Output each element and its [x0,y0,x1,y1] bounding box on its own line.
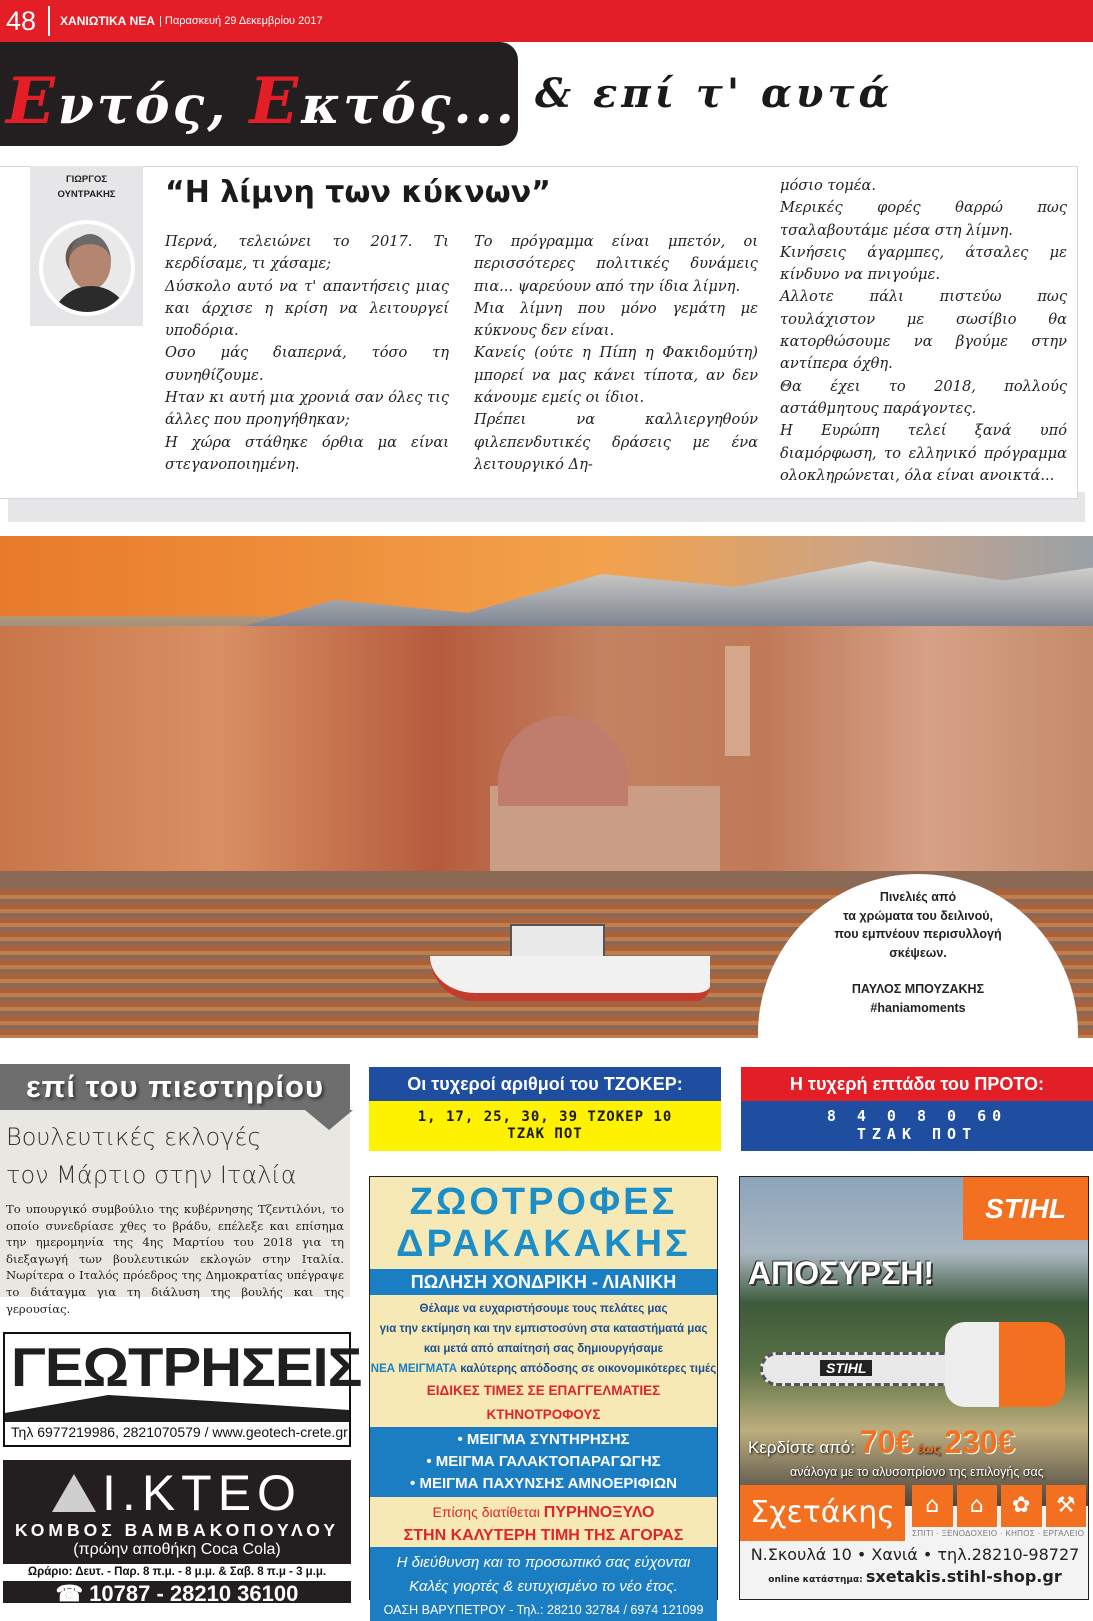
press-headline: Βουλευτικές εκλογές τον Μάρτιο στην Ιταλία [6,1123,297,1189]
zoo-mixes: • ΜΕΙΓΜΑ ΣΥΝΤΗΡΗΣΗΣ • ΜΕΙΓΜΑ ΓΑΛΑΚΤΟΠΑΡΑΓΩΓΗΣ • ΜΕΙΓΜΑ ΠΑΧΥΝΣΗΣ ΑΜΝΟΕΡΙΦΙΩΝ [370,1427,717,1497]
page-header-bar [0,0,1093,42]
section-title-block [0,42,518,146]
issue-date: | Παρασκευή 29 Δεκεμβρίου 2017 [159,15,323,27]
stihl-note: ανάλογα με το αλυσοπρίονο της επιλογής σας [790,1465,1044,1479]
press-header: επί του πιεστηρίου [25,1069,325,1104]
hotel-icon: ⌂ [957,1485,998,1527]
article-column-2: Το πρόγραμμα είναι μπετόν, οι περισσότερες πολιτικές δυνάμεις πια... ψαρεύουν από την ίδια λίμνη. Μια λίμνη που μόνο γεμάτη με κύκνους δεν είναι. Κανείς (ούτε η Πίπη η Φακιδομύτη) μπορεί να μας κάνει τίποτα, αν δεν κάνουμε εμείς οι ίδιοι. Πρέπει να καλλιεργηθούν φιλεπενδυτικές δράσεις με ένα λειτουργικό Δη- [474,233,758,473]
stihl-offer: Κερδίστε από: 70€ έως 230€ [748,1424,1016,1460]
kteo-location: ΚΟΜΒΟΣ ΒΑΜΒΑΚΟΠΟΥΛΟΥ [14,1520,340,1540]
photo-caption: Πινελιές από τα χρώματα του δειλινού, που εμπνέουν περισυλλογή σκέψεων. ΠΑΥΛΟΣ ΜΠΟΥΖΑΚΗΣ #haniamoments [792,888,1044,1018]
ad-zootrofes[interactable] [369,1176,718,1617]
page-number: 48 [0,6,50,36]
zoo-thanks: Θέλαμε να ευχαριστήσουμε τους πελάτες μας για την εκτίμηση και την εμπιστοσύνη στα καταστήματά μας και μετά από απαίτησή σας δημιουργήσαμε ΝΕΑ ΜΕΙΓΜΑΤΑ καλύτερης απόδοσης σε οικονομικότερες τιμές [370,1303,717,1375]
joker-title: Οι τυχεροί αριθμοί του ΤΖΟΚΕΡ: [369,1067,721,1101]
section-title: Εντός, Εκτός... [6,64,517,139]
ad-stihl[interactable] [739,1176,1089,1600]
ad-kteo[interactable] [3,1460,351,1606]
store-categories: ΣΠΙΤΙ · ΞΕΝΟΔΟΧΕΙΟ · ΚΗΠΟΣ · ΕΡΓΑΛΕΙΟ [912,1529,1085,1538]
photographer: ΠΑΥΛΟΣ ΜΠΟΥΖΑΚΗΣ [851,982,985,997]
zoo-wishes: Η διεύθυνση και το προσωπικό σας εύχονται Καλές γιορτές & ευτυχισμένο το νέο έτος. [370,1547,717,1599]
stihl-logo: STIHL [963,1177,1088,1240]
chainsaw-body-icon [945,1322,1065,1407]
proto-title: Η τυχερή επτάδα του ΠΡΟΤΟ: [741,1067,1093,1101]
kteo-logo: I.ΚΤΕΟ [3,1466,351,1520]
article-column-3: μόσιο τομέα. Μερικές φορές θαρρώ πως τσαλαβουτάμε μέσα στη λίμνη. Κινήσεις άγαρμπες, άτσαλες με κίνδυνο να πνιγούμε. Αλλοτε πάλι πιστεύω πως τουλάχιστον με σωσίβιο θα κατορθώσουμε να βγούμε στην αντίπερα όχθη. Θα έχει το 2018, πολλούς αστάθμητους παράγοντες. Η Ευρώπη τελεί ξανά υπό διαμόρφωση, το ελληνικό πρόγραμμα ολοκληρώνεται, όλα είναι ανοικτά... [780,177,1067,484]
joker-results: 1, 17, 25, 30, 39 ΤΖΟΚΕΡ 10 ΤΖΑΚ ΠΟΤ [369,1101,721,1151]
article-column-1: Περνά, τελειώνει το 2017. Τι κερδίσαμε, τι χάσαμε; Δύσκολο αυτό να τ' απαντήσεις μιας και άρχισε η κρίση να λειτουργεί υποδόρια. Οσο μάς διαπερνά, τόσο τη συνηθίζουμε. Ηταν κι αυτή μια χρονιά σαν όλες τις άλλες που προηγήθηκαν; Η χώρα στάθηκε όρθια μα είναι στεγανοποιημένη. [165,233,449,473]
car-warning-icon [52,1474,96,1512]
zoo-special: ΕΙΔΙΚΕΣ ΤΙΜΕΣ ΣΕ ΕΠΑΓΓΕΛΜΑΤΙΕΣ ΚΤΗΝΟΤΡΟΦΟΥΣ [426,1383,661,1422]
store-online[interactable]: online κατάστημα: sxetakis.stihl-shop.gr [768,1567,1062,1586]
author-avatar [39,220,135,316]
kteo-phone: ☎ 10787 - 28210 36100 [55,1581,299,1606]
newspaper-name: ΧΑΝΙΩΤΙΚΑ ΝΕΑ [60,14,156,28]
hashtag: #haniamoments [870,1000,966,1015]
avatar-suit [51,286,131,316]
store-address: Ν.Σκουλά 10 • Χανιά • τηλ.28210-98727 [750,1545,1080,1564]
photo-bell-tower [725,646,750,756]
section-title-tail: & επί τ' αυτά [535,70,894,117]
author-name: ΓΙΩΡΓΟΣ ΟΥΝΤΡΑΚΗΣ [57,174,116,200]
zoo-address: ΟΑΣΗ ΒΑΡΥΠΕΤΡΟΥ - Τηλ.: 28210 32784 / 6974 121099 [370,1599,717,1621]
zoo-brand: ΖΩΟΤΡΟΦΕΣ ΔΡΑΚΑΚΑΚΗΣ [396,1181,691,1265]
zoo-band: ΠΩΛΗΣΗ ΧΟΝΔΡΙΚΗ - ΛΙΑΝΙΚΗ [370,1269,717,1295]
store-url-link[interactable]: sxetakis.stihl-shop.gr [865,1567,1062,1586]
ad-geotriseis[interactable] [3,1332,362,1447]
kteo-hours: Ωράριο: Δευτ. - Παρ. 8 π.μ. - 8 μ.μ. & Σαβ. 8 π.μ - 3 μ.μ. [3,1564,351,1581]
store-logo: Σχετάκης [740,1485,905,1541]
garden-icon: ✿ [1001,1485,1042,1527]
article-title: “Η λίμνη των κύκνων” [165,175,551,210]
geotriseis-contact: Τηλ 6977219986, 2821070579 / www.geotech-crete.gr [11,1424,348,1440]
press-body: Το υπουργικό συμβούλιο της κυβέρνησης Τζεντιλόνι, το οποίο συνεδρίασε χθες το βράδυ, επέλεξε και επίσημα την ημερομηνία της 4ης Μαρτίου του 2018 για τη διεξαγωγή των βουλευτικών εκλογών στην Ιταλία. Νωρίτερα ο Ιταλός πρόεδρος της Δημοκρατίας υπέγραψε το διάταγμα για τη διάλυση της βουλής και της γερουσίας. [6,1202,344,1316]
avatar-head [69,234,111,290]
stihl-headline: ΑΠΟΣΥΡΣΗ! [748,1255,934,1291]
geotriseis-logo: ΓΕΩΤΡΗΣΕΙΣ [11,1336,362,1399]
kteo-former: (πρώην αποθήκη Coca Cola) [73,1541,281,1558]
chainsaw-label: STIHL [820,1360,872,1376]
tool-icon: ⚒ [1046,1485,1087,1527]
house-icon: ⌂ [912,1485,953,1527]
zoo-pyrinoxylo: Επίσης διατίθεται ΠΥΡΗΝΟΞΥΛΟ ΣΤΗΝ ΚΑΛΥΤΕΡΗ ΤΙΜΗ ΤΗΣ ΑΓΟΡΑΣ [403,1504,684,1544]
photo-boat [430,956,710,1001]
store-category-icons [912,1485,1086,1527]
photo-boat-cabin [510,924,605,960]
proto-results: 8 4 0 8 0 60 ΤΖΑΚ ΠΟΤ [741,1101,1093,1151]
